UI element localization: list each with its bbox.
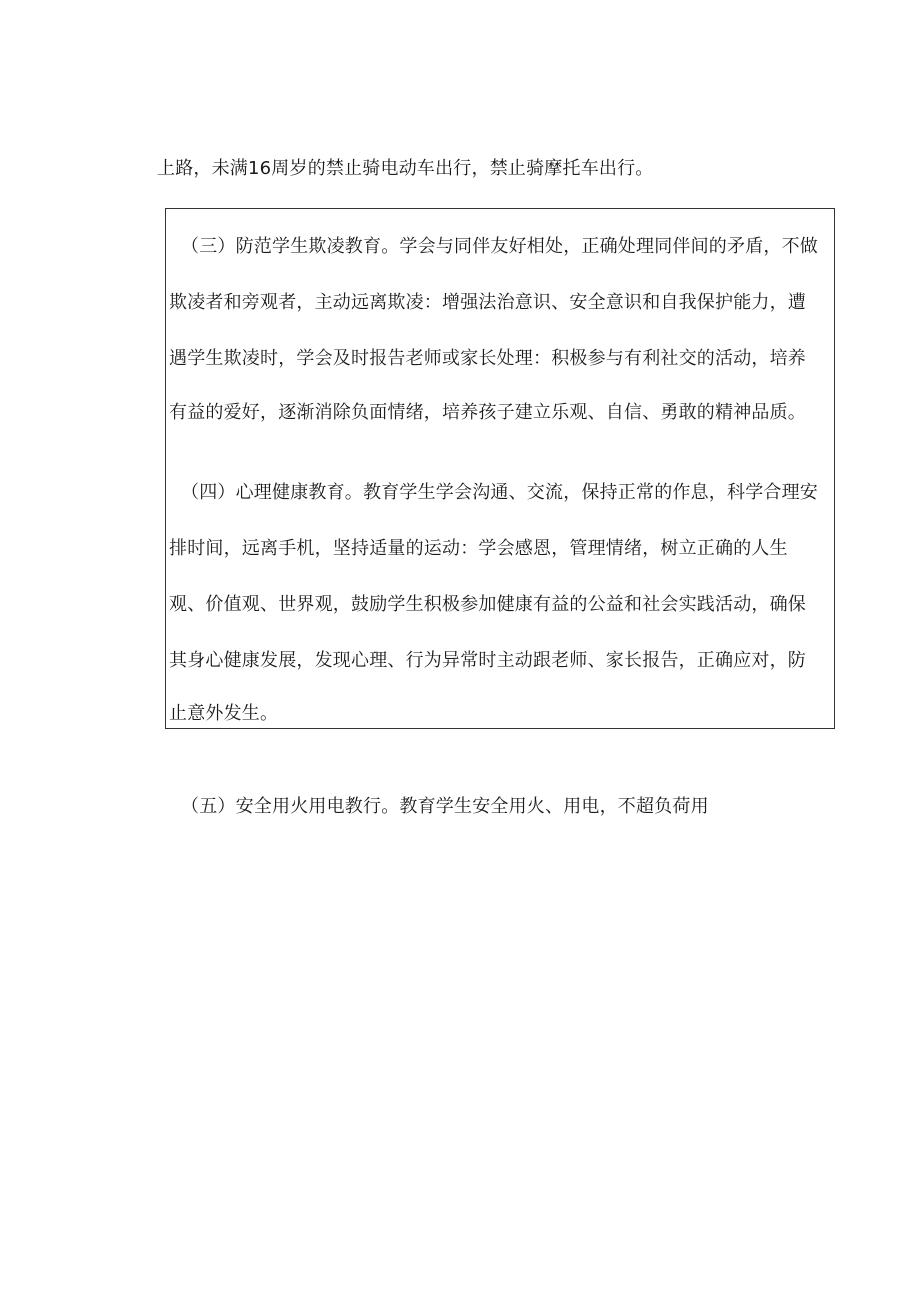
section-4-line-2: 排时间，远离手机，坚持适量的运动：学会感恩，管理情绪，树立正确的人生 (169, 538, 788, 559)
section-4-line-3: 观、价值观、世界观，鼓励学生积极参加健康有益的公益和社会实践活动，确保 (169, 594, 806, 615)
section-4-line-4: 其身心健康发展，发现心理、行为异常时主动跟老师、家长报告，正确应对，防 (169, 650, 806, 671)
section-3-line-1: （三）防范学生欺凌教育。学会与同伴友好相处，正确处理同伴间的矛盾，不做 (181, 236, 818, 257)
bordered-text-box (165, 208, 835, 729)
section-4-line-1: （四）心理健康教育。教育学生学会沟通、交流，保持正常的作息，科学合理安 (181, 482, 818, 503)
section-5-line-1: （五）安全用火用电教行。教育学生安全用火、用电，不超负荷用 (181, 796, 709, 817)
section-3-line-3: 遇学生欺凌时，学会及时报告老师或家长处理：积极参与有利社交的活动，培养 (169, 348, 806, 369)
section-3-line-4: 有益的爱好，逐渐消除负面情绪，培养孩子建立乐观、自信、勇敢的精神品质。 (169, 402, 806, 423)
paragraph-continuation-line: 上路，未满16周岁的禁止骑电动车出行，禁止骑摩托车出行。 (157, 158, 654, 179)
section-4-line-5: 止意外发生。 (169, 703, 279, 724)
section-3-line-2: 欺凌者和旁观者，主动远离欺凌：增强法治意识、安全意识和自我保护能力，遭 (169, 292, 806, 313)
